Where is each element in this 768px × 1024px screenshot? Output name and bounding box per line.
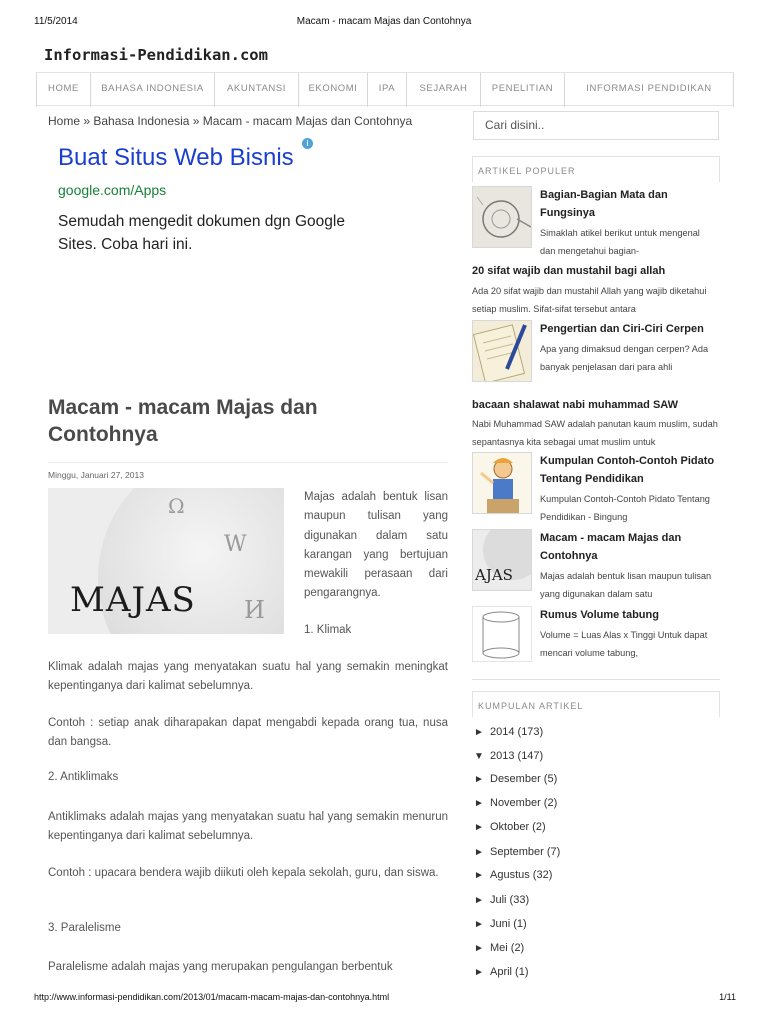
archive-month-november[interactable] xyxy=(474,795,557,811)
expand-arrow-icon[interactable]: ► xyxy=(474,895,484,906)
post-title: Macam - macam Majas dan Contohnya xyxy=(48,396,318,446)
print-page-number: 1/11 xyxy=(719,992,736,1002)
popular-item-snippet: Ada 20 sifat wajib dan mustahil Allah yang wajib diketahui setiap muslim. Sifat-sifat tersebut antara xyxy=(472,286,707,314)
popular-item-title[interactable]: 20 sifat wajib dan mustahil bagi allah xyxy=(472,265,666,277)
ad-block[interactable] xyxy=(48,140,448,270)
archive-heading: KUMPULAN ARTIKEL xyxy=(472,691,720,717)
archive-label[interactable]: 2013 (147) xyxy=(490,750,544,762)
print-title: Macam - macam Majas dan Contohnya xyxy=(296,16,472,27)
section-heading-paralelisme: 3. Paralelisme xyxy=(48,922,121,934)
nav-bahasa-indonesia[interactable]: BAHASA INDONESIA xyxy=(90,73,214,107)
expand-arrow-icon[interactable]: ► xyxy=(474,774,484,785)
archive-month-oktober[interactable] xyxy=(474,819,546,835)
klimaks-example: Contoh : setiap anak diharapakan dapat mengabdi kepada orang tua, nusa dan bangsa. xyxy=(48,717,448,748)
section-heading-antiklimaks: 2. Antiklimaks xyxy=(48,771,119,783)
popular-item-snippet: Nabi Muhammad SAW adalah panutan kaum muslim, sudah sepantasnya kita sebagai umat muslim untuk xyxy=(472,419,718,447)
archive-month-mei[interactable] xyxy=(474,940,524,956)
ad-text: Semudah mengedit dokumen dgn Google Sites. Coba hari ini. xyxy=(58,213,345,253)
archive-month-september[interactable] xyxy=(474,844,560,860)
popular-item-title[interactable]: Macam - macam Majas dan Contohnya xyxy=(540,532,682,562)
collapse-arrow-icon[interactable]: ▼ xyxy=(474,751,484,762)
popular-item-title[interactable]: Rumus Volume tabung xyxy=(540,609,659,621)
nav-ipa[interactable]: IPA xyxy=(367,73,406,107)
post-date: Minggu, Januari 27, 2013 xyxy=(48,470,144,480)
archive-month-juli[interactable] xyxy=(474,892,529,908)
majas-image-word: MAJAS xyxy=(70,580,196,620)
print-footer xyxy=(0,992,768,1006)
popular-articles-heading: ARTIKEL POPULER xyxy=(472,156,720,182)
popular-item-title[interactable]: Kumpulan Contoh-Contoh Pidato Tentang Pendidikan xyxy=(540,455,715,485)
archive-label[interactable]: Agustus (32) xyxy=(490,869,553,881)
expand-arrow-icon[interactable]: ► xyxy=(474,727,484,738)
archive-month-agustus[interactable] xyxy=(474,867,552,883)
top-navigation xyxy=(36,72,734,106)
popular-item-snippet: Majas adalah bentuk lisan maupun tulisan yang digunakan dalam satu xyxy=(540,571,712,599)
majas-thumbnail[interactable] xyxy=(472,529,532,591)
archive-year-2014[interactable] xyxy=(474,724,543,740)
nav-sejarah[interactable]: SEJARAH xyxy=(406,73,480,107)
popular-item-title[interactable]: Pengertian dan Ciri-Ciri Cerpen xyxy=(540,323,704,335)
archive-label[interactable]: Juli (33) xyxy=(490,894,530,906)
popular-item-snippet: Simaklah atikel berikut untuk mengenal dan mengetahui bagian- xyxy=(540,228,700,256)
speech-cartoon-thumbnail[interactable] xyxy=(472,452,532,514)
archive-label[interactable]: Desember (5) xyxy=(490,773,558,785)
ad-title[interactable]: Buat Situs Web Bisnis xyxy=(58,144,294,171)
archive-label[interactable]: Juni (1) xyxy=(490,918,527,930)
expand-arrow-icon[interactable]: ► xyxy=(474,967,484,978)
expand-arrow-icon[interactable]: ► xyxy=(474,943,484,954)
nav-akuntansi[interactable]: AKUNTANSI xyxy=(214,73,298,107)
paralelisme-definition: Paralelisme adalah majas yang merupakan pengulangan berbentuk xyxy=(48,961,393,973)
archive-label[interactable]: Oktober (2) xyxy=(490,821,546,833)
archive-month-juni[interactable] xyxy=(474,916,527,932)
ad-info-icon[interactable]: i xyxy=(302,138,313,149)
nav-informasi-pendidikan[interactable]: INFORMASI PENDIDIKAN xyxy=(564,73,734,107)
popular-item-title[interactable]: bacaan shalawat nabi muhammad SAW xyxy=(472,399,679,411)
image-glyph: И xyxy=(244,596,265,624)
archive-label[interactable]: September (7) xyxy=(490,846,561,858)
ad-url[interactable]: google.com/Apps xyxy=(58,182,167,198)
popular-item-snippet: Kumpulan Contoh-Contoh Pidato Tentang Pendidikan - Bingung xyxy=(540,494,710,522)
popular-item-snippet: Volume = Luas Alas x Tinggi Untuk dapat mencari volume tabung, xyxy=(540,630,708,658)
post-intro: Majas adalah bentuk lisan maupun tulisan yang digunakan dalam satu karangan yang bertujuan mewakili perasaan dari pengarangnya. xyxy=(304,491,448,600)
expand-arrow-icon[interactable]: ► xyxy=(474,847,484,858)
search-input[interactable]: Cari disini.. xyxy=(473,111,719,140)
section-heading-klimaks: 1. Klimak xyxy=(304,624,352,636)
nav-ekonomi[interactable]: EKONOMI xyxy=(298,73,367,107)
archive-label[interactable]: 2014 (173) xyxy=(490,726,544,738)
nav-home[interactable]: HOME xyxy=(36,73,90,107)
title-divider xyxy=(48,462,448,463)
archive-label[interactable]: Mei (2) xyxy=(490,942,525,954)
expand-arrow-icon[interactable]: ► xyxy=(474,919,484,930)
antiklimaks-definition: Antiklimaks adalah majas yang menyatakan suatu hal yang semakin menurun kepentinganya dari kalimat sebelumnya. xyxy=(48,811,448,842)
klimaks-definition: Klimak adalah majas yang menyatakan suatu hal yang semakin meningkat kepentinganya dari kalimat sebelumnya. xyxy=(48,661,448,692)
print-url: http://www.informasi-pendidikan.com/2013/01/macam-macam-majas-dan-contohnya.html xyxy=(34,992,390,1002)
breadcrumb[interactable]: Home » Bahasa Indonesia » Macam - macam Majas dan Contohnya xyxy=(48,114,413,128)
archive-month-desember[interactable] xyxy=(474,771,557,787)
expand-arrow-icon[interactable]: ► xyxy=(474,870,484,881)
nav-penelitian[interactable]: PENELITIAN xyxy=(480,73,564,107)
expand-arrow-icon[interactable]: ► xyxy=(474,798,484,809)
site-title[interactable]: Informasi-Pendidikan.com xyxy=(44,46,268,64)
archive-year-2013[interactable] xyxy=(474,748,543,764)
print-date: 11/5/2014 xyxy=(34,16,78,27)
cylinder-thumbnail[interactable] xyxy=(472,606,532,662)
widget-divider xyxy=(472,679,720,680)
expand-arrow-icon[interactable]: ► xyxy=(474,822,484,833)
popular-item-snippet: Apa yang dimaksud dengan cerpen? Ada banyak penjelasan dari para ahli xyxy=(540,344,709,372)
eye-anatomy-thumbnail[interactable] xyxy=(472,186,532,248)
archive-month-april[interactable] xyxy=(474,964,529,980)
popular-item-title[interactable]: Bagian-Bagian Mata dan Fungsinya xyxy=(540,189,668,219)
archive-label[interactable]: November (2) xyxy=(490,797,558,809)
print-header xyxy=(0,16,768,30)
notepad-pen-thumbnail[interactable] xyxy=(472,320,532,382)
antiklimaks-example: Contoh : upacara bendera wajib diikuti oleh kepala sekolah, guru, dan siswa. xyxy=(48,867,439,879)
majas-image xyxy=(48,488,284,634)
majas-thumbnail-word: AJAS xyxy=(475,566,513,584)
image-glyph: W xyxy=(224,532,247,557)
image-glyph: Ω xyxy=(168,494,185,518)
archive-label[interactable]: April (1) xyxy=(490,966,529,978)
